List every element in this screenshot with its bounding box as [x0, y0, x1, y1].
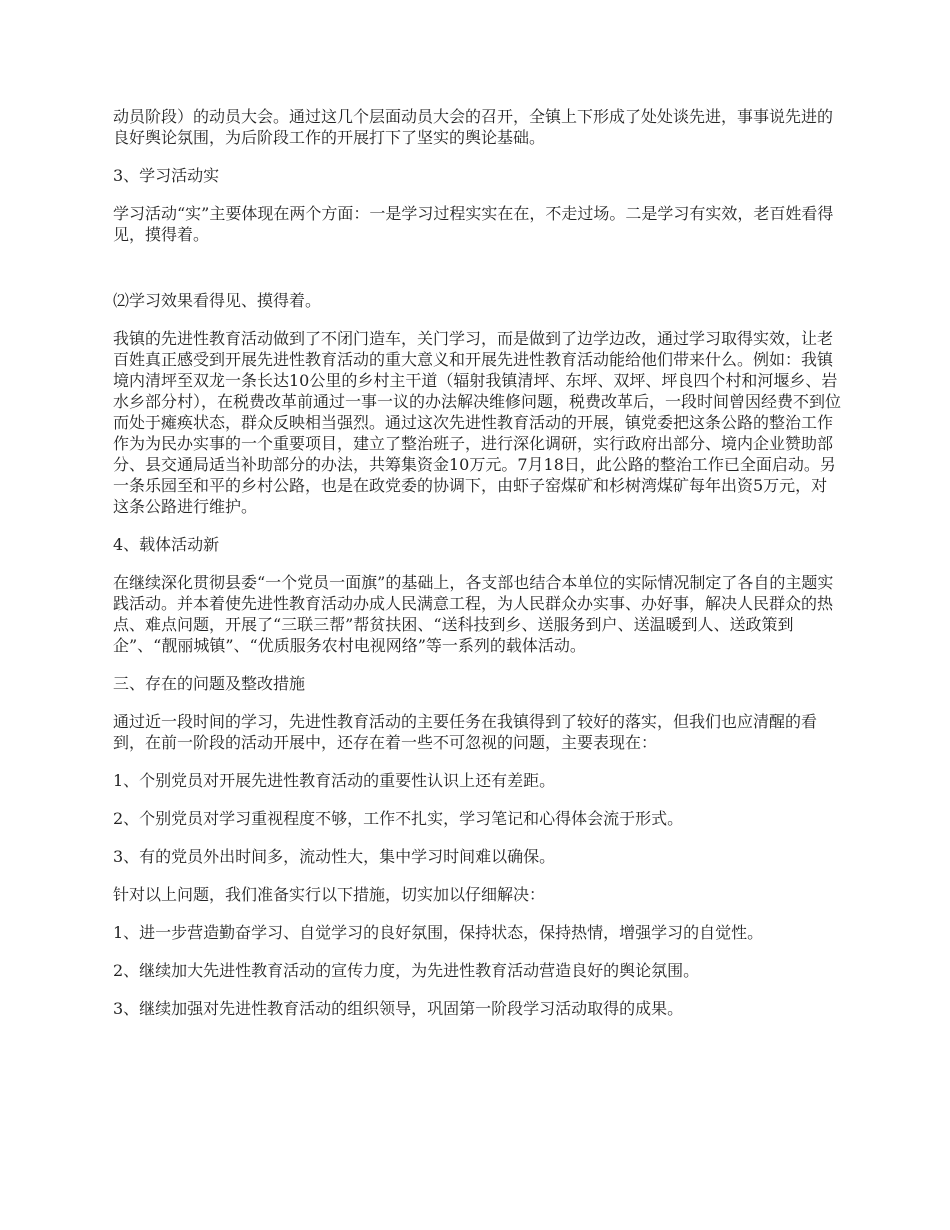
heading-problems-and-measures: 三、存在的问题及整改措施 [113, 674, 306, 693]
paragraph-carrier-activities: 在继续深化贯彻县委“一个党员一面旗”的基础上，各支部也结合本单位的实际情况制定了各自的主题实践活动。并本着使先进性教育活动办成人民满意工程，为人民群众办实事、办好事，解决人民群众的热点、难点问题，开展了“三联三帮”帮贫扶困、“送科技到乡、送服务到户、送温暖到人、送政策到企”、“靓丽城镇”、“优质服务农村电视网络”等一系列的载体活动。 [113, 573, 834, 655]
document-body [113, 106, 841, 1036]
heading-carrier-activities: 4、载体活动新 [113, 535, 220, 554]
list-item-problem-1: 1、个别党员对开展先进性教育活动的重要性认识上还有差距。 [113, 771, 556, 790]
paragraph-mobilization-summary: 动员阶段）的动员大会。通过这几个层面动员大会的召开，全镇上下形成了处处谈先进，事事说先进的良好舆论氛围，为后阶段工作的开展打下了坚实的舆论基础。 [113, 107, 834, 147]
list-item-measure-2: 2、继续加大先进性教育活动的宣传力度，为先进性教育活动营造良好的舆论氛围。 [113, 961, 700, 980]
list-item-measure-1: 1、进一步营造勤奋学习、自觉学习的良好氛围，保持状态，保持热情，增强学习的自觉性。 [113, 923, 764, 942]
list-item-problem-2: 2、个别党员对学习重视程度不够，工作不扎实，学习笔记和心得体会流于形式。 [113, 809, 684, 828]
list-item-measure-3: 3、继续加强对先进性教育活动的组织领导，巩固第一阶段学习活动取得的成果。 [113, 999, 684, 1018]
subheading-visible-results: ⑵学习效果看得见、摸得着。 [113, 291, 322, 310]
paragraph-study-practical: 学习活动“实”主要体现在两个方面：一是学习过程实实在在，不走过场。二是学习有实效，老百姓看得见，摸得着。 [113, 204, 834, 244]
list-item-problem-3: 3、有的党员外出时间多，流动性大，集中学习时间难以确保。 [113, 847, 556, 866]
paragraph-measures-intro: 针对以上问题，我们准备实行以下措施，切实加以仔细解决： [113, 885, 546, 904]
paragraph-road-example: 我镇的先进性教育活动做到了不闭门造车，关门学习，而是做到了边学边改，通过学习取得实效，让老百姓真正感受到开展先进性教育活动的重大意义和开展先进性教育活动能给他们带来什么。例如：我镇境内清坪至双龙一条长达10公里的乡村主干道（辐射我镇清坪、东坪、双坪、坪良四个村和河堰乡、岩水乡部分村），在税费改革前通过一事一议的办法解决维修问题，税费改革后，一段时间曾因经费不到位而处于瘫痪状态，群众反映相当强烈。通过这次先进性教育活动的开展，镇党委把这条公路的整治工作作为为民办实事的一个重要项目，建立了整治班子，进行深化调研，实行政府出部分、境内企业赞助部分、县交通局适当补助部分的办法，共筹集资金10万元。7月18日，此公路的整治工作已全面启动。另一条乐园至和平的乡村公路，也是在政党委的协调下，由虾子窑煤矿和杉树湾煤矿每年出资5万元，对这条公路进行维护。 [113, 329, 842, 516]
paragraph-problems-intro: 通过近一段时间的学习，先进性教育活动的主要任务在我镇得到了较好的落实，但我们也应清醒的看到，在前一阶段的活动开展中，还存在着一些不可忽视的问题，主要表现在： [113, 712, 818, 752]
heading-study-practical: 3、学习活动实 [113, 166, 220, 185]
